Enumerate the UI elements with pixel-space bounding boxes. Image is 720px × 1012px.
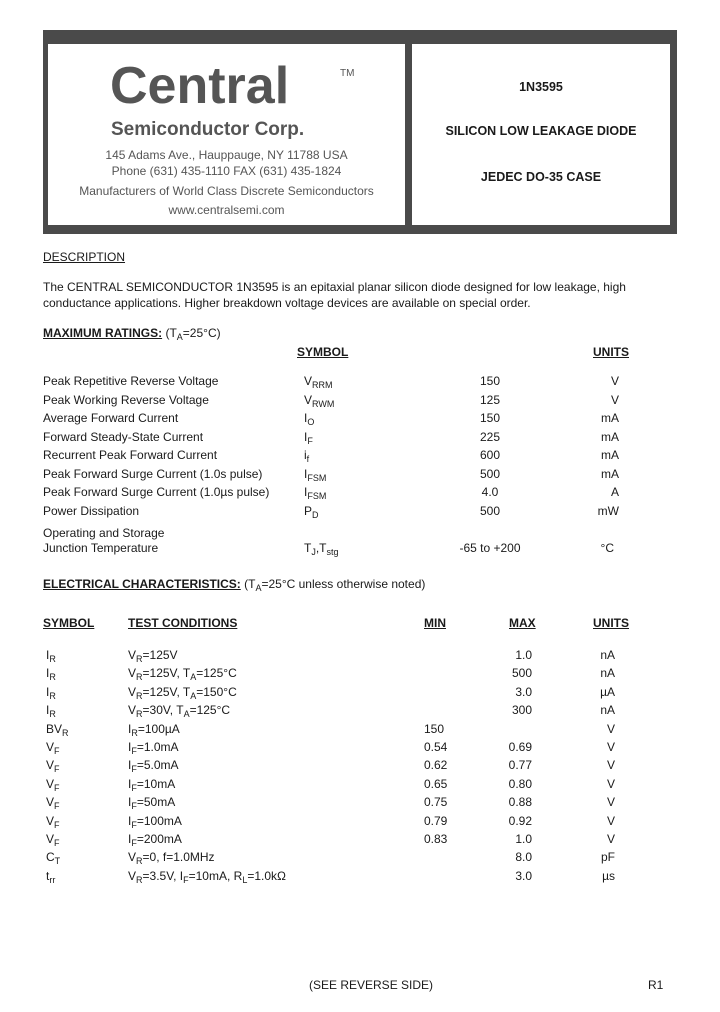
elec-conditions-header: TEST CONDITIONS <box>128 616 238 630</box>
rating-value: 500 <box>479 466 501 481</box>
company-phone: Phone (631) 435-1110 FAX (631) 435-1824 <box>111 164 342 178</box>
max-ratings-condition: $(T_A=25^\circ C)$ <box>165 326 221 342</box>
elec-condition: $I_F=200mA$ <box>128 832 182 848</box>
elec-min: 0.65 <box>424 776 448 791</box>
elec-condition: $V_R=125V$, $T_A=125^\circ C$ <box>128 666 237 683</box>
elec-unit: pF <box>600 850 615 865</box>
company-logo: Central <box>110 57 290 115</box>
rating-unit: mA <box>601 411 619 425</box>
elec-unit: nA <box>600 703 615 718</box>
elec-min-header: MIN <box>424 616 446 630</box>
electrical-title <box>43 577 425 591</box>
temp-value: -65 to +200 <box>459 541 521 555</box>
rating-param: Average Forward Current <box>43 411 179 425</box>
max-ratings-heading: MAXIMUM RATINGS: <box>43 326 163 340</box>
elec-min: 0.79 <box>424 813 448 828</box>
part-info-box <box>412 44 670 225</box>
elec-unit: nA <box>600 648 615 662</box>
rating-value: 225 <box>479 429 501 444</box>
rating-unit: mA <box>601 448 619 462</box>
rating-value: 150 <box>479 411 501 425</box>
rating-param: Peak Working Reverse Voltage <box>43 392 209 407</box>
rating-unit: V <box>610 392 619 407</box>
trademark-mark: TM <box>340 68 355 79</box>
elec-condition: $I_F=5.0mA$ <box>128 758 179 775</box>
device-type: SILICON LOW LEAKAGE DIODE <box>445 124 637 138</box>
elec-max: 0.92 <box>508 813 532 828</box>
rating-param: Peak Forward Surge Current (1.0µs pulse) <box>43 485 270 499</box>
elec-unit: V <box>606 832 615 846</box>
max-ratings-units-header: UNITS <box>593 345 629 359</box>
elec-max: 1.0 <box>515 648 532 662</box>
elec-min: 0.62 <box>424 758 448 773</box>
temp-symbol: $T_J,T_{stg}$ <box>304 541 339 557</box>
description-line-1: The CENTRAL SEMICONDUCTOR 1N3595 is an epitaxial planar silicon diode designed for low leakage, high <box>43 280 626 294</box>
electrical-condition: ($T_A=25^\circ C$ unless otherwise noted) <box>244 577 426 593</box>
description-line-2: conductance applications. Higher breakdown voltage devices are available on special order. <box>43 296 531 310</box>
elec-symbol: $BV_R$ <box>46 721 69 738</box>
elec-condition: $I_F=1.0mA$ <box>128 740 179 756</box>
elec-min: 0.75 <box>424 795 448 810</box>
elec-symbol: $C_T$ <box>46 850 61 867</box>
rating-param: Power Dissipation <box>43 503 140 518</box>
rating-param: Forward Steady-State Current <box>43 429 204 444</box>
elec-unit: V <box>606 740 615 754</box>
package-case: JEDEC DO-35 CASE <box>480 170 602 184</box>
elec-unit: V <box>606 721 615 736</box>
elec-max: 8.0 <box>515 850 532 865</box>
rating-param: Peak Repetitive Reverse Voltage <box>43 374 219 388</box>
elec-condition: $I_F=50mA$ <box>128 795 176 812</box>
elec-symbol: $V_F$ <box>46 776 60 793</box>
rating-unit: mA <box>601 429 619 444</box>
rating-unit: mA <box>601 466 619 481</box>
elec-unit: nA <box>600 666 615 681</box>
elec-condition: $V_R=0$, f=1.0MHz <box>128 850 215 867</box>
elec-max: 3.0 <box>515 684 532 699</box>
company-info-box <box>48 44 405 225</box>
elec-condition: $I_R=100\mu A$ <box>128 721 180 738</box>
electrical-heading: ELECTRICAL CHARACTERISTICS: <box>43 577 241 591</box>
temp-param-line-1: Operating and Storage <box>43 526 165 540</box>
elec-symbol-header: SYMBOL <box>43 616 95 630</box>
description-heading: DESCRIPTION <box>43 250 126 264</box>
elec-symbol: $I_R$ <box>46 666 56 683</box>
elec-min: 0.83 <box>424 832 448 846</box>
elec-condition: $V_R=125V$ <box>128 648 178 664</box>
elec-unit: V <box>606 758 615 773</box>
max-ratings-symbol-header: SYMBOL <box>297 345 349 359</box>
rating-symbol: $i_f$ <box>304 448 310 464</box>
elec-symbol: $I_R$ <box>46 703 56 720</box>
elec-unit: V <box>606 795 615 810</box>
elec-symbol: $V_F$ <box>46 740 60 756</box>
company-website[interactable]: www.centralsemi.com <box>168 203 285 217</box>
elec-condition: $I_F=100mA$ <box>128 813 182 830</box>
rating-unit: A <box>610 485 619 499</box>
elec-min: 150 <box>424 721 445 736</box>
elec-condition: $V_R=30V$, $T_A=125^\circ C$ <box>128 703 231 720</box>
temp-unit: °C <box>600 541 614 555</box>
rating-value: 500 <box>479 503 501 518</box>
elec-symbol: $V_F$ <box>46 758 60 775</box>
rating-symbol: $V_{RRM}$ <box>304 374 333 390</box>
elec-symbol: $V_F$ <box>46 813 60 830</box>
elec-unit: V <box>606 776 615 791</box>
rating-value: 600 <box>479 448 501 462</box>
elec-unit: µs <box>602 868 615 883</box>
reverse-side-note: (SEE REVERSE SIDE) <box>309 978 434 992</box>
part-number: 1N3595 <box>519 80 563 94</box>
max-ratings-title <box>43 326 221 340</box>
header-frame <box>43 30 677 234</box>
elec-max: 300 <box>511 703 532 718</box>
elec-symbol: $I_R$ <box>46 684 56 701</box>
company-name: Semiconductor Corp. <box>111 119 305 140</box>
elec-max: 1.0 <box>515 832 532 846</box>
elec-unit: µA <box>600 684 615 699</box>
rating-symbol: $V_{RWM}$ <box>304 392 335 409</box>
rating-symbol: $I_{FSM}$ <box>304 466 327 483</box>
elec-max: 0.69 <box>508 740 532 754</box>
rating-unit: mW <box>597 503 619 518</box>
elec-symbol: $t_{rr}$ <box>46 868 56 885</box>
elec-condition: $I_F=10mA$ <box>128 776 176 793</box>
rating-symbol: $P_D$ <box>304 503 319 520</box>
company-tagline: Manufacturers of World Class Discrete Semiconductors <box>79 184 374 198</box>
elec-max: 0.80 <box>508 776 532 791</box>
rating-param: Peak Forward Surge Current (1.0s pulse) <box>43 466 263 481</box>
elec-units-header: UNITS <box>593 616 629 630</box>
company-address: 145 Adams Ave., Hauppauge, NY 11788 USA <box>105 148 348 162</box>
rating-param: Recurrent Peak Forward Current <box>43 448 218 462</box>
elec-max: 3.0 <box>515 868 532 883</box>
rating-value: 4.0 <box>481 485 499 499</box>
rating-symbol: $I_F$ <box>304 429 313 446</box>
revision-label: R1 <box>648 978 664 992</box>
rating-value: 125 <box>479 392 501 407</box>
elec-max: 0.77 <box>508 758 532 773</box>
elec-symbol: $V_F$ <box>46 795 60 812</box>
elec-max-header: MAX <box>509 616 536 630</box>
elec-symbol: $I_R$ <box>46 648 56 664</box>
temp-param-line-2: Junction Temperature <box>43 541 159 555</box>
elec-symbol: $V_F$ <box>46 832 60 848</box>
elec-min: 0.54 <box>424 740 448 754</box>
elec-condition: $V_R=125V$, $T_A=150^\circ C$ <box>128 684 237 701</box>
rating-symbol: $I_{FSM}$ <box>304 485 327 501</box>
rating-value: 150 <box>479 374 501 388</box>
rating-symbol: $I_O$ <box>304 411 315 427</box>
elec-max: 500 <box>511 666 532 681</box>
rating-unit: V <box>610 374 619 388</box>
elec-condition: $V_R=3.5V$, $I_F=10mA$, $R_L=1.0k\Omega$ <box>128 868 286 885</box>
elec-max: 0.88 <box>508 795 532 810</box>
elec-unit: V <box>606 813 615 828</box>
